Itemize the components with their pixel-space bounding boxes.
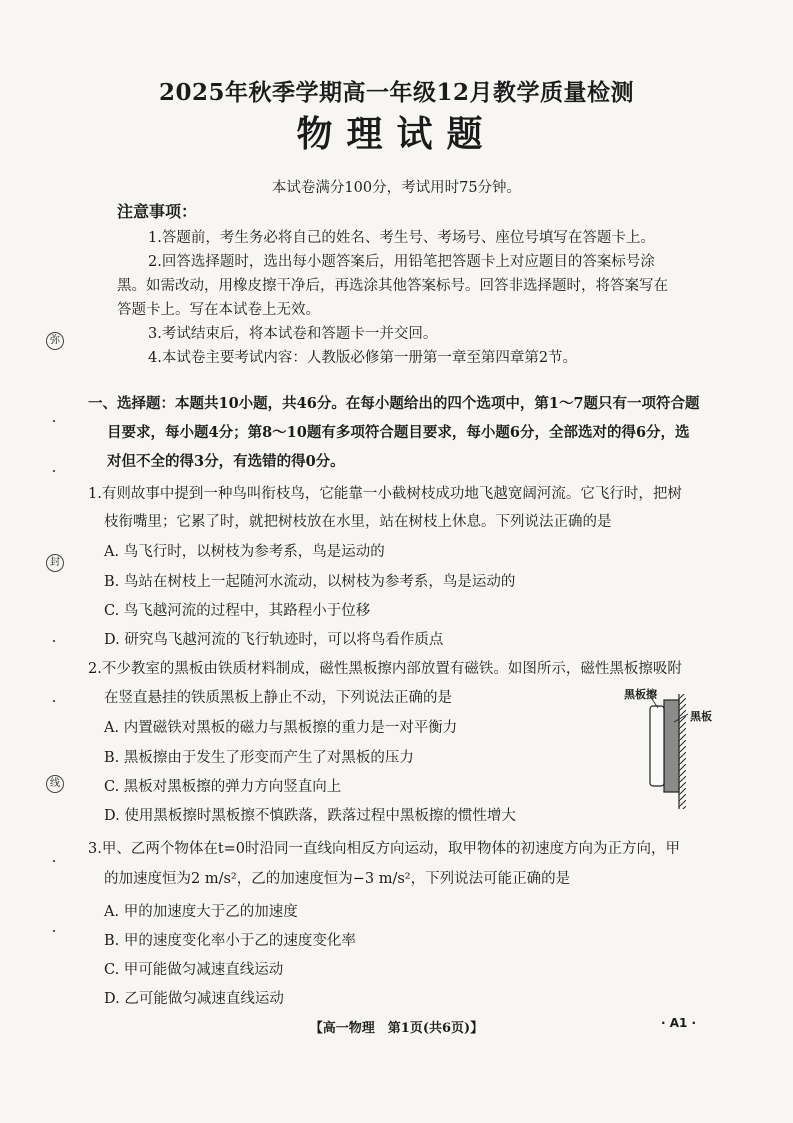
figure-label-board: 黑板 xyxy=(690,710,712,723)
question-3-option-b: B. 甲的速度变化率小于乙的速度变化率 xyxy=(104,933,356,949)
question-2-option-d: D. 使用黑板擦时黑板擦不慎跌落，跌落过程中黑板擦的惯性增大 xyxy=(104,808,516,824)
blackboard-shape xyxy=(664,700,679,792)
margin-dot xyxy=(53,640,55,642)
margin-dot xyxy=(53,420,55,422)
question-1-stem: 枝衔嘴里；它累了时，就把树枝放在水里，站在树枝上休息。下列说法正确的是 xyxy=(104,514,612,530)
note-line: 答题卡上。写在本试卷上无效。 xyxy=(117,302,320,318)
paper-code: · A1 · xyxy=(661,1016,697,1030)
question-2-stem: 2.不少教室的黑板由铁质材料制成，磁性黑板擦内部放置有磁铁。如图所示，磁性黑板擦吸附 xyxy=(88,661,682,677)
note-line: 2.回答选择题时，选出每小题答案后，用铅笔把答题卡上对应题目的答案标号涂 xyxy=(148,254,655,270)
exam-title: 2025年秋季学期高一年级12月教学质量检测 xyxy=(158,79,635,106)
question-2-option-c: C. 黑板对黑板擦的弹力方向竖直向上 xyxy=(104,779,342,795)
question-3-option-c: C. 甲可能做匀减速直线运动 xyxy=(104,962,284,978)
note-line: 3.考试结束后，将本试卷和答题卡一并交回。 xyxy=(148,326,438,342)
blackboard-diagram xyxy=(620,686,700,811)
eraser-shape xyxy=(650,706,664,786)
section-heading: 目要求，每小题4分；第8～10题有多项符合题目要求，每小题6分，全部选对的得6分，选 xyxy=(107,424,690,441)
subject-title: 物理试题 xyxy=(296,113,497,155)
question-3-stem: 的加速度恒为2 m/s²，乙的加速度恒为−3 m/s²，下列说法可能正确的是 xyxy=(104,871,571,887)
margin-dot xyxy=(53,700,55,702)
question-3-option-d: D. 乙可能做匀减速直线运动 xyxy=(104,991,284,1007)
question-2-option-a: A. 内置磁铁对黑板的磁力与黑板擦的重力是一对平衡力 xyxy=(104,720,458,736)
blackboard-eraser-figure xyxy=(620,686,712,811)
question-1-option-d: D. 研究鸟飞越河流的飞行轨迹时，可以将鸟看作质点 xyxy=(104,632,444,648)
question-1-stem: 1.有则故事中提到一种鸟叫衔枝鸟，它能靠一小截树枝成功地飞越宽阔河流。它飞行时，把树 xyxy=(88,486,682,502)
note-line: 4.本试卷主要考试内容：人教版必修第一册第一章至第四章第2节。 xyxy=(148,350,578,366)
question-3-option-a: A. 甲的加速度大于乙的加速度 xyxy=(104,904,298,920)
figure-label-eraser: 黑板擦 xyxy=(624,688,657,701)
question-2-option-b: B. 黑板擦由于发生了形变而产生了对黑板的压力 xyxy=(104,750,414,766)
section-heading: 一、选择题：本题共10小题，共46分。在每小题给出的四个选项中，第1～7题只有一项符合题 xyxy=(88,395,700,412)
notes-heading: 注意事项： xyxy=(117,202,198,221)
note-line: 黑。如需改动，用橡皮擦干净后，再选涂其他答案标号。回答非选择题时，将答案写在 xyxy=(117,278,668,294)
seal-xian: 线 xyxy=(46,775,64,793)
wall-hatch xyxy=(679,694,686,809)
exam-info: 本试卷满分100分，考试用时75分钟。 xyxy=(271,180,522,196)
note-line: 1.答题前，考生务必将自己的姓名、考生号、考场号、座位号填写在答题卡上。 xyxy=(148,230,655,246)
question-1-option-c: C. 鸟飞越河流的过程中，其路程小于位移 xyxy=(104,603,371,619)
margin-dot xyxy=(53,470,55,472)
question-2-stem: 在竖直悬挂的铁质黑板上静止不动，下列说法正确的是 xyxy=(104,690,452,706)
page-footer: 【高一物理 第1页(共6页)】 xyxy=(309,1021,484,1036)
question-1-option-b: B. 鸟站在树枝上一起随河水流动，以树枝为参考系，鸟是运动的 xyxy=(104,574,516,590)
section-heading: 对但不全的得3分，有选错的得0分。 xyxy=(107,453,345,470)
question-3-stem: 3.甲、乙两个物体在t=0时沿同一直线向相反方向运动，取甲物体的初速度方向为正方向，甲 xyxy=(88,841,681,857)
question-1-option-a: A. 鸟飞行时，以树枝为参考系，鸟是运动的 xyxy=(104,544,385,560)
margin-dot xyxy=(53,860,55,862)
seal-feng: 封 xyxy=(46,554,64,572)
seal-mi: 弥 xyxy=(46,332,64,350)
margin-dot xyxy=(53,930,55,932)
